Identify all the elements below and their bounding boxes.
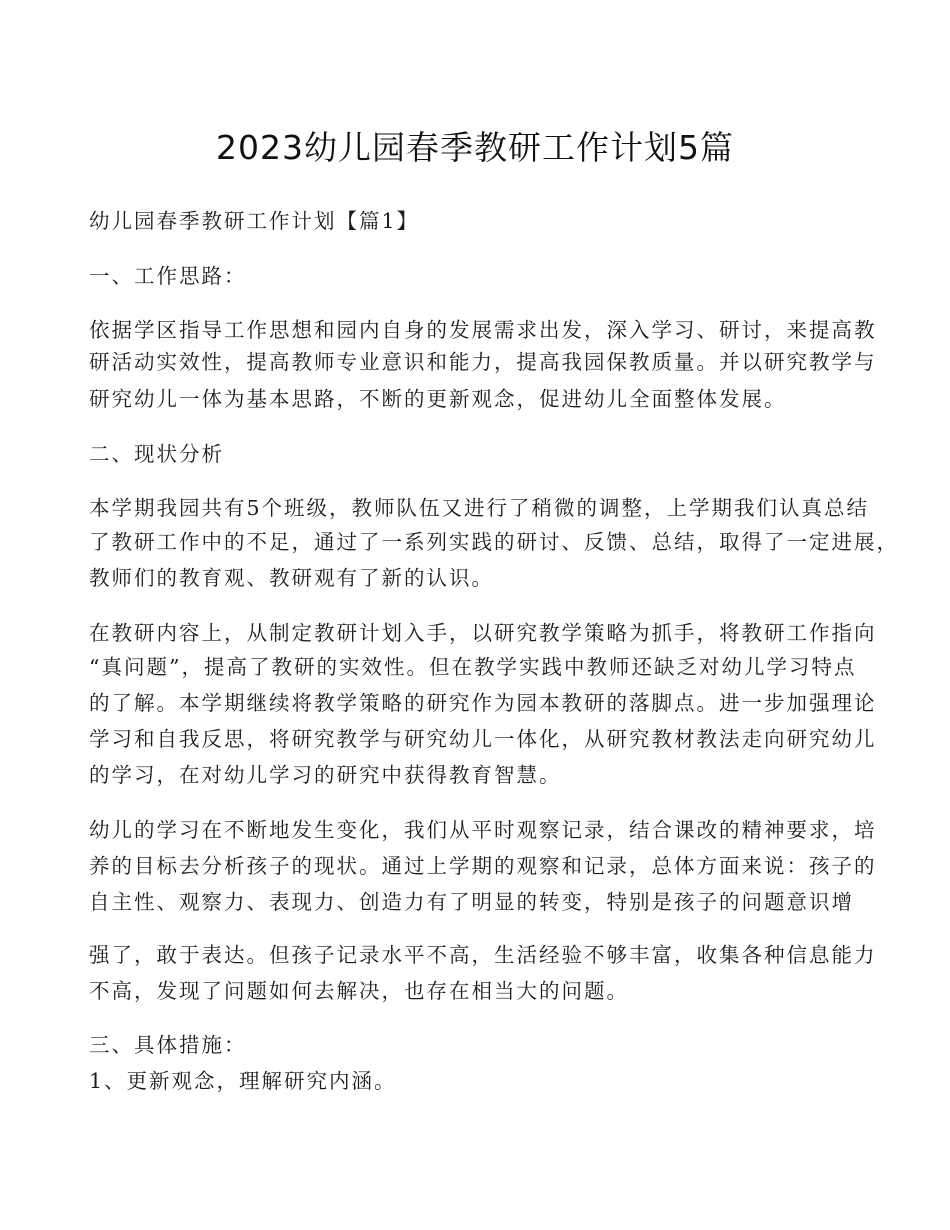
paragraph-line: 的了解。本学期继续将教学策略的研究作为园本教研的落脚点。进一步加强理论 [89,691,877,715]
paragraph-line: 教师们的教育观、教研观有了新的认识。 [89,566,494,590]
paragraph-line: 自主性、观察力、表现力、创造力有了明显的转变，特别是孩子的问题意识增 [89,890,854,914]
paragraph-line: 学习和自我反思，将研究教学与研究幼儿一体化，从研究教材教法走向研究幼儿 [89,727,877,751]
paragraph-line: 依据学区指导工作思想和园内自身的发展需求出发，深入学习、研讨，来提高教 [89,318,877,342]
paragraph-line: 不高，发现了问题如何去解决，也存在相当大的问题。 [89,979,629,1003]
paragraph-line: 在教研内容上，从制定教研计划入手，以研究教学策略为抓手，将教研工作指向 [89,621,877,645]
section-heading: 幼儿园春季教研工作计划【篇1】 [89,209,420,233]
paragraph-line: 研究幼儿一体为基本思路，不断的更新观念，促进幼儿全面整体发展。 [89,387,787,411]
list-item: 1、更新观念，理解研究内涵。 [89,1069,397,1093]
paragraph-line: “真问题”，提高了教研的实效性。但在教学实践中教师还缺乏对幼儿学习特点 [89,655,857,679]
paragraph-line: 本学期我园共有5个班级，教师队伍又进行了稍微的调整，上学期我们认真总结 [89,496,870,520]
paragraph-line: 了教研工作中的不足，通过了一系列实践的研讨、反馈、总结，取得了一定进展， [89,530,899,554]
paragraph-line: 养的目标去分析孩子的现状。通过上学期的观察和记录，总体方面来说：孩子的 [89,854,877,878]
paragraph-line: 强了，敢于表达。但孩子记录水平不高，生活经验不够丰富，收集各种信息能力 [89,943,877,967]
paragraph-line: 研活动实效性，提高教师专业意识和能力，提高我园保教质量。并以研究教学与 [89,350,877,374]
paragraph-line: 的学习，在对幼儿学习的研究中获得教育智慧。 [89,763,562,787]
paragraph-line: 幼儿的学习在不断地发生变化，我们从平时观察记录，结合课改的精神要求，培 [89,818,877,842]
document-title: 2023幼儿园春季教研工作计划5篇 [216,128,734,167]
section-heading: 二、现状分析 [89,442,224,466]
section-heading: 一、工作思路： [89,264,247,288]
section-heading: 三、具体措施： [89,1033,247,1057]
